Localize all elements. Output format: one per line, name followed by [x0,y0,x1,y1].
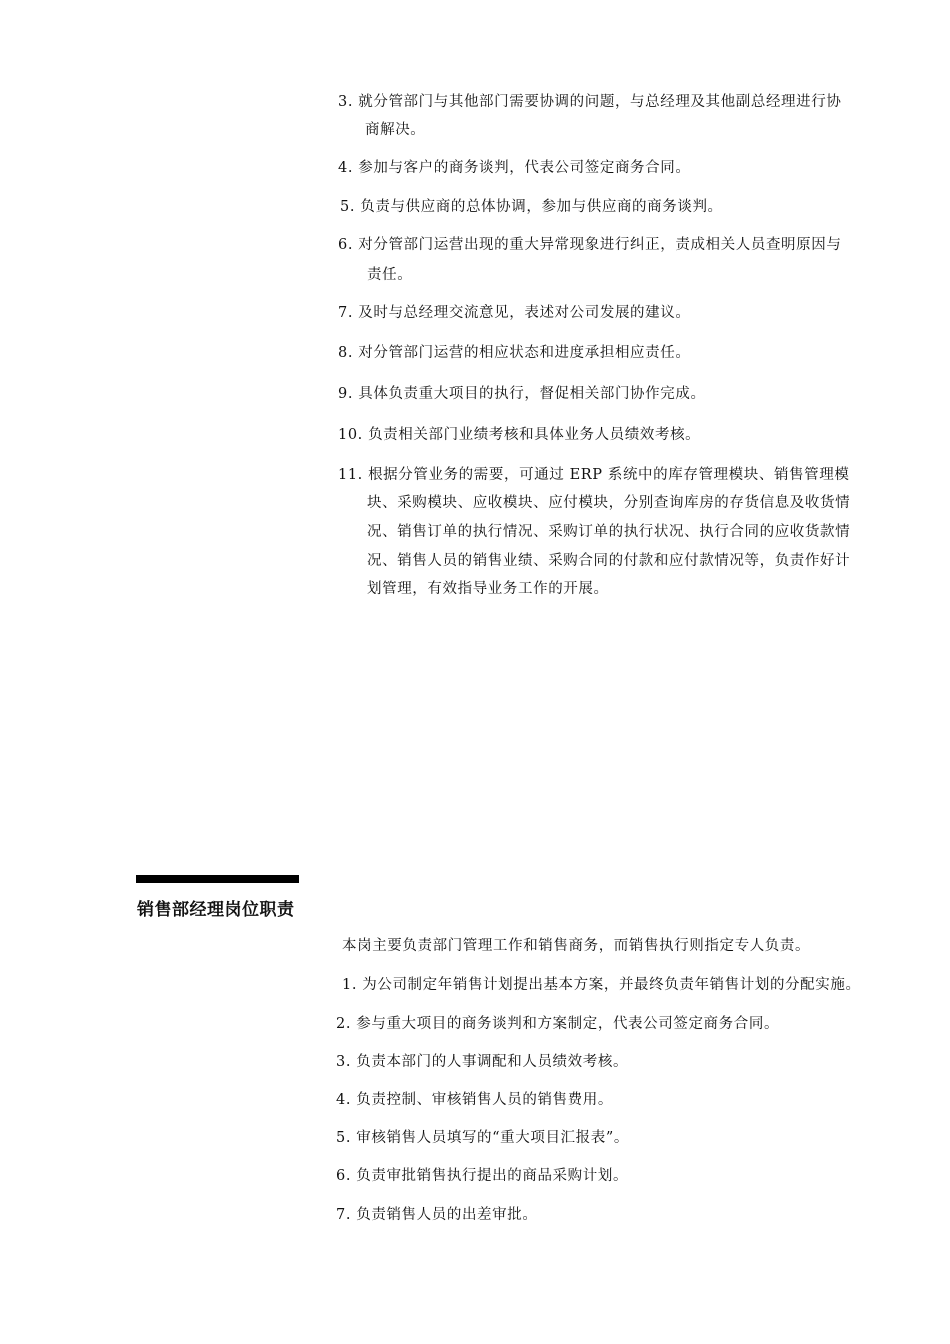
list-item: 3. 负责本部门的人事调配和人员绩效考核。 [336,1054,629,1070]
list-item-continuation: 块、采购模块、应收模块、应付模块，分别查询库房的存货信息及收货情 [367,495,851,511]
list-item: 4. 参加与客户的商务谈判，代表公司签定商务合同。 [338,160,691,176]
section-divider-bar [136,875,299,883]
list-item: 6. 负责审批销售执行提出的商品采购计划。 [336,1168,629,1184]
list-item: 2. 参与重大项目的商务谈判和方案制定，代表公司签定商务合同。 [336,1016,780,1032]
list-item: 9. 具体负责重大项目的执行，督促相关部门协作完成。 [338,386,706,402]
list-item: 3. 就分管部门与其他部门需要协调的问题，与总经理及其他副总经理进行协 [338,94,842,110]
section-intro: 本岗主要负责部门管理工作和销售商务，而销售执行则指定专人负责。 [342,938,811,954]
list-item: 5. 负责与供应商的总体协调，参加与供应商的商务谈判。 [340,199,723,215]
list-item: 4. 负责控制、审核销售人员的销售费用。 [336,1092,613,1108]
list-item-continuation: 划管理，有效指导业务工作的开展。 [367,581,609,597]
list-item-continuation: 况、销售人员的销售业绩、采购合同的付款和应付款情况等，负责作好计 [367,553,851,569]
list-item-continuation: 况、销售订单的执行情况、采购订单的执行状况、执行合同的应收货款情 [367,524,851,540]
list-item-continuation: 责任。 [367,267,413,283]
list-item-continuation: 商解决。 [365,122,426,138]
section-heading: 销售部经理岗位职责 [137,900,295,920]
list-item: 7. 负责销售人员的出差审批。 [336,1207,538,1223]
list-item: 1. 为公司制定年销售计划提出基本方案，并最终负责年销售计划的分配实施。 [342,977,861,993]
list-item: 11. 根据分管业务的需要，可通过 ERP 系统中的库存管理模块、销售管理模 [338,467,850,483]
list-item: 8. 对分管部门运营的相应状态和进度承担相应责任。 [338,345,691,361]
list-item: 7. 及时与总经理交流意见，表述对公司发展的建议。 [338,305,691,321]
list-item: 10. 负责相关部门业绩考核和具体业务人员绩效考核。 [338,427,701,443]
list-item: 5. 审核销售人员填写的“重大项目汇报表”。 [336,1130,629,1146]
list-item: 6. 对分管部门运营出现的重大异常现象进行纠正，责成相关人员查明原因与 [338,237,842,253]
